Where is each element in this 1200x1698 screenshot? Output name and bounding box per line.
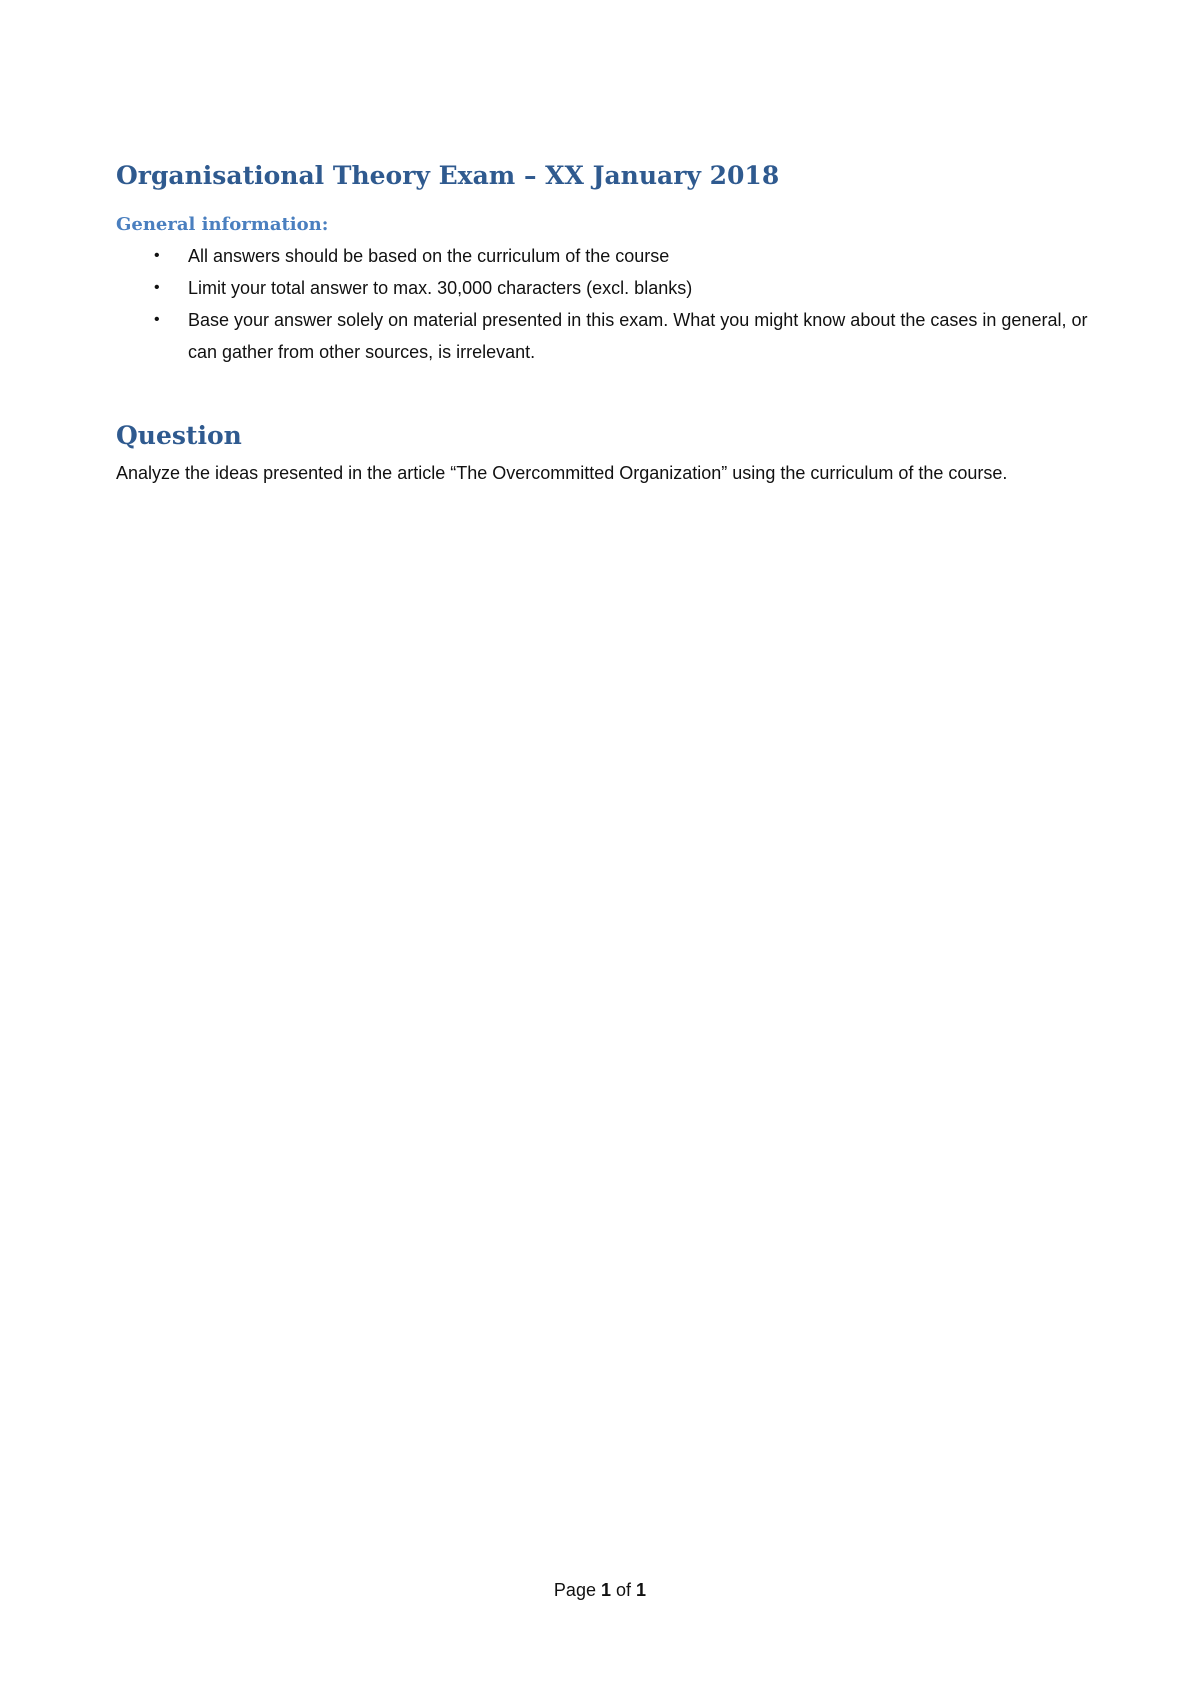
list-item <box>116 304 1096 368</box>
footer-current-page: 1 <box>600 1580 611 1600</box>
general-info-heading: General information: <box>116 213 329 235</box>
footer-total-pages: 1 <box>636 1580 647 1600</box>
page-footer <box>0 1580 1200 1601</box>
list-item <box>116 272 1096 304</box>
document-title: Organisational Theory Exam – XX January 2018 <box>116 161 780 190</box>
document-content <box>116 160 1096 489</box>
list-item <box>116 240 1096 272</box>
list-item-text: Limit your total answer to max. 30,000 characters (excl. blanks) <box>188 277 693 298</box>
question-text: Analyze the ideas presented in the article “The Overcommitted Organization” using the curriculum of the course. <box>116 463 1008 484</box>
bullet-icon: • <box>154 278 160 296</box>
list-item-text: Base your answer solely on material presented in this exam. What you might know about the cases in general, or can gather from other sources, is irrelevant. <box>188 309 1088 362</box>
bullet-icon: • <box>154 246 160 264</box>
list-item-text: All answers should be based on the curriculum of the course <box>188 245 670 266</box>
question-heading: Question <box>116 420 242 450</box>
general-info-list <box>116 240 1096 368</box>
footer-of-word: of <box>616 1580 632 1600</box>
footer-page-word: Page <box>553 1580 596 1600</box>
bullet-icon: • <box>154 310 160 328</box>
